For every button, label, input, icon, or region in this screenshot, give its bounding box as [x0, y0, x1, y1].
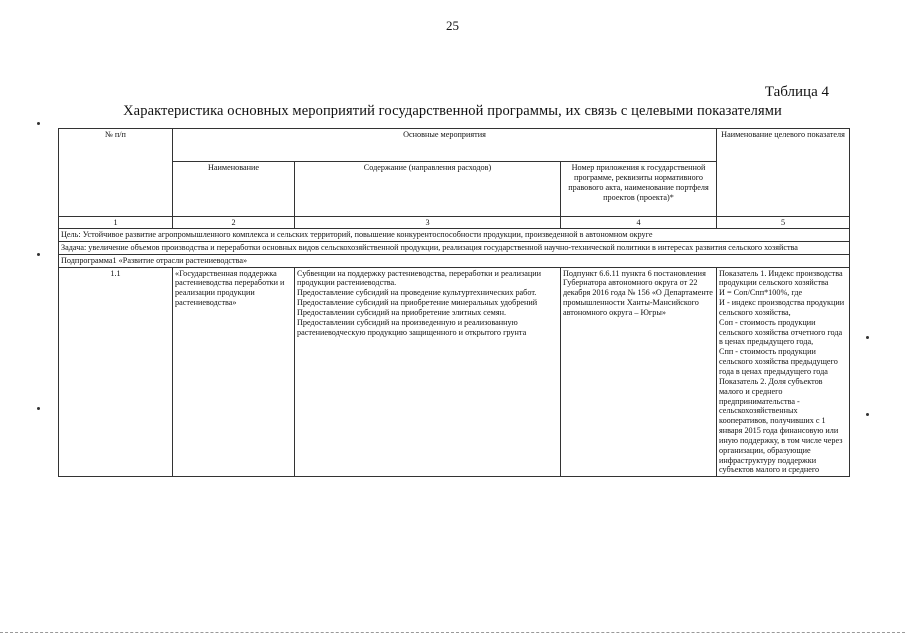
header-appendix: Номер приложения к государственной программе, реквизиты нормативного правового акта, наименование портфеля проектов (проекта)*: [561, 162, 717, 217]
margin-mark: [37, 253, 40, 256]
header-main-events: Основные мероприятия: [173, 129, 717, 162]
column-number: 3: [295, 217, 561, 229]
table-row: [59, 267, 850, 477]
margin-mark: [866, 336, 869, 339]
header-name: Наименование: [173, 162, 295, 217]
goal-text: Цель: Устойчивое развитие агропромышленного комплекса и сельских территорий, повышение конкурентоспособности продукции, произведенной в автономном округе: [59, 229, 850, 242]
column-number-row: [59, 217, 850, 229]
page-number: 25: [446, 18, 459, 33]
events-table: [58, 128, 850, 477]
event-content: Субвенции на поддержку растениеводства, переработки и реализации продукции растениеводства. Предоставление субсидий на проведение культуртехнических работ. Предоставление субсидий на приобретение минеральных удобрений Предоставлении субсидий на приобретение элитных семян. Предоставлении субсидий на произведенную и реализованную растениеводческую продукцию защищенного и открытого грунта: [295, 267, 561, 477]
document-title: Характеристика основных мероприятий государственной программы, их связь с целевыми показателями: [123, 103, 782, 119]
column-number: 1: [59, 217, 173, 229]
task-text: Задача: увеличение объемов производства и переработки основных видов сельскохозяйственной продукции, реализация государственной научно-технической политики в интересах развития сельского хозяйства: [59, 241, 850, 254]
header-indicator: Наименование целевого показателя: [717, 129, 850, 217]
event-name: «Государственная поддержка растениеводства переработки и реализации продукции растениеводства»: [173, 267, 295, 477]
table-header-row: [59, 129, 850, 162]
column-number: 4: [561, 217, 717, 229]
row-number: 1.1: [59, 267, 173, 477]
subprogram-text: Подпрограмма1 «Развитие отрасли растениеводства»: [59, 254, 850, 267]
header-content: Содержание (направления расходов): [295, 162, 561, 217]
margin-mark: [37, 407, 40, 410]
column-number: 5: [717, 217, 850, 229]
page-bottom-edge: [0, 632, 905, 633]
subprogram-row: [59, 254, 850, 267]
margin-mark: [37, 122, 40, 125]
margin-mark: [866, 413, 869, 416]
column-number: 2: [173, 217, 295, 229]
event-appendix: Подпункт 6.6.11 пункта 6 постановления Губернатора автономного округа от 22 декабря 2016 года № 156 «О Департаменте промышленности Ханты-Мансийского автономного округа – Югры»: [561, 267, 717, 477]
table-label: Таблица 4: [764, 84, 829, 100]
event-indicator: Показатель 1. Индекс производства продукции сельского хозяйства И = Соп/Спп*100%, где И - индекс производства продукции сельского хозяйства, Соп - стоимость продукции сельского хозяйства отчетного года в ценах предыдущего года, Спп - стоимость продукции сельского хозяйства предыдущего года в ценах предыдущего года Показатель 2. Доля субъектов малого и среднего предпринимательства - сельскохозяйственных кооперативов, получивших с 1 января 2015 года финансовую или иную поддержку, в том числе через организации, образующие инфраструктуру поддержки субъектов малого и среднего: [717, 267, 850, 477]
goal-row: [59, 229, 850, 242]
header-num: № п/п: [59, 129, 173, 217]
task-row: [59, 241, 850, 254]
